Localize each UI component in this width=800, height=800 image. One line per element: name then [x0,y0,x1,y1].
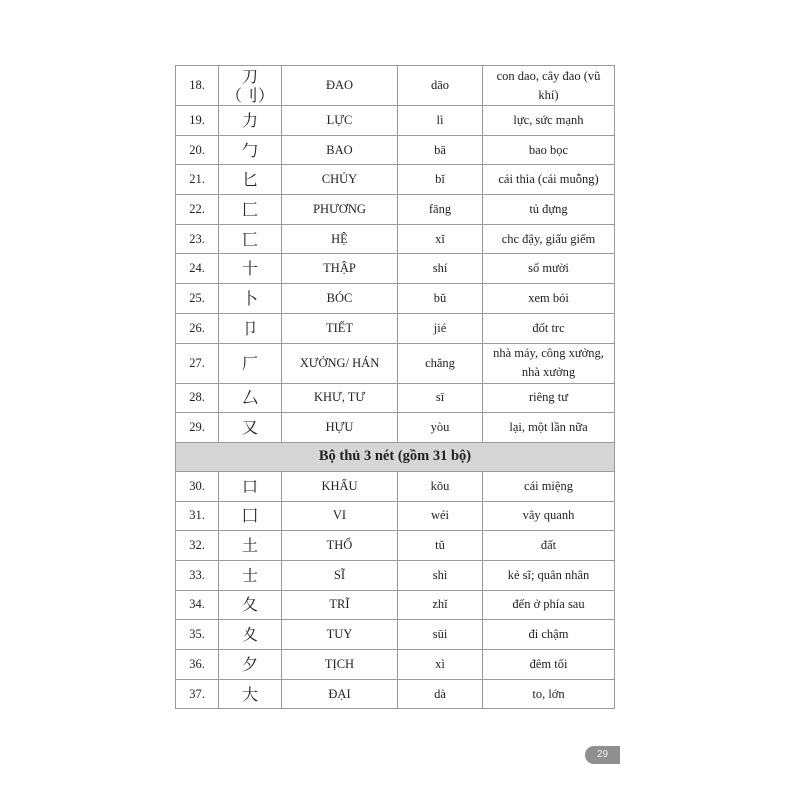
pinyin: zhǐ [398,590,483,620]
section-header [176,442,615,471]
row-number: 22. [176,195,219,225]
row-number: 25. [176,284,219,314]
meaning: cái miệng [483,471,615,501]
radical-table [175,65,615,709]
table-row [176,383,615,413]
row-number: 21. [176,165,219,195]
meaning: tủ đựng [483,195,615,225]
row-number: 29. [176,413,219,443]
meaning: đêm tối [483,650,615,680]
table-row [176,413,615,443]
table-row [176,620,615,650]
pinyin: lì [398,106,483,136]
meaning: đi chậm [483,620,615,650]
radical-name: BÓC [282,284,398,314]
pinyin: yòu [398,413,483,443]
radical-char: 刀（刂） [219,66,282,106]
meaning: đốt trc [483,313,615,343]
radical-char: 匚 [219,195,282,225]
row-number: 20. [176,135,219,165]
row-number: 19. [176,106,219,136]
table-row [176,679,615,709]
meaning: chc đậy, giấu giếm [483,224,615,254]
meaning: riêng tư [483,383,615,413]
row-number: 34. [176,590,219,620]
table-row [176,135,615,165]
radical-char: 匕 [219,165,282,195]
meaning: nhà máy, công xưởng, nhà xưởng [483,343,615,383]
pinyin: shí [398,254,483,284]
pinyin: fāng [398,195,483,225]
table-row [176,343,615,383]
table-row [176,106,615,136]
pinyin: bā [398,135,483,165]
radical-char: 囗 [219,501,282,531]
radical-char: 士 [219,560,282,590]
row-number: 26. [176,313,219,343]
radical-char: 匸 [219,224,282,254]
table-row [176,501,615,531]
radical-name: HỰU [282,413,398,443]
row-number: 31. [176,501,219,531]
row-number: 35. [176,620,219,650]
radical-name: KHẨU [282,471,398,501]
row-number: 18. [176,66,219,106]
row-number: 32. [176,531,219,561]
table-row [176,66,615,106]
radical-name: BAO [282,135,398,165]
radical-name: KHƯ, TƯ [282,383,398,413]
table-row [176,195,615,225]
table-row [176,531,615,561]
meaning: bao bọc [483,135,615,165]
table-row [176,284,615,314]
meaning: xem bói [483,284,615,314]
meaning: con dao, cây đao (vũ khí) [483,66,615,106]
radical-char: 大 [219,679,282,709]
radical-rows-two-strokes [176,66,615,443]
row-number: 23. [176,224,219,254]
pinyin: jié [398,313,483,343]
pinyin: kǒu [398,471,483,501]
radical-rows-three-strokes [176,471,615,709]
table-row [176,471,615,501]
radical-name: TRĨ [282,590,398,620]
table-row [176,254,615,284]
pinyin: bǐ [398,165,483,195]
pinyin: wéi [398,501,483,531]
pinyin: bǔ [398,284,483,314]
pinyin: dà [398,679,483,709]
radical-char: 又 [219,413,282,443]
radical-name: CHỦY [282,165,398,195]
radical-name: TIẾT [282,313,398,343]
row-number: 30. [176,471,219,501]
radical-char: 土 [219,531,282,561]
meaning: kẻ sĩ; quân nhân [483,560,615,590]
row-number: 33. [176,560,219,590]
pinyin: xǐ [398,224,483,254]
radical-char: 十 [219,254,282,284]
radical-char: 厂 [219,343,282,383]
table-row [176,650,615,680]
meaning: to, lớn [483,679,615,709]
row-number: 28. [176,383,219,413]
meaning: cái thìa (cái muỗng) [483,165,615,195]
radical-char: 卜 [219,284,282,314]
radical-name: LỰC [282,106,398,136]
radical-name: TỊCH [282,650,398,680]
page-number: 29 [585,746,620,764]
table-row [176,313,615,343]
meaning: lực, sức mạnh [483,106,615,136]
radical-name: PHƯƠNG [282,195,398,225]
radical-char: 厶 [219,383,282,413]
pinyin: shì [398,560,483,590]
pinyin: dāo [398,66,483,106]
radical-char: 夕 [219,650,282,680]
radical-char: 卩 [219,313,282,343]
pinyin: tǔ [398,531,483,561]
meaning: vây quanh [483,501,615,531]
pinyin: chăng [398,343,483,383]
radical-name: ĐAO [282,66,398,106]
radical-char: 力 [219,106,282,136]
radical-char: 夂 [219,590,282,620]
row-number: 37. [176,679,219,709]
pinyin: sī [398,383,483,413]
meaning: lại, một lần nữa [483,413,615,443]
radical-name: TUY [282,620,398,650]
table-row [176,224,615,254]
table-row [176,560,615,590]
meaning: đất [483,531,615,561]
pinyin: xì [398,650,483,680]
radical-name: THỔ [282,531,398,561]
meaning: số mười [483,254,615,284]
row-number: 24. [176,254,219,284]
table-row [176,590,615,620]
meaning: đến ở phía sau [483,590,615,620]
table-row [176,165,615,195]
radical-name: THẬP [282,254,398,284]
section-title: Bộ thủ 3 nét (gồm 31 bộ) [176,442,615,471]
row-number: 36. [176,650,219,680]
pinyin: sūi [398,620,483,650]
radical-name: XƯỞNG/ HÁN [282,343,398,383]
row-number: 27. [176,343,219,383]
radical-name: SĨ [282,560,398,590]
radical-char: 口 [219,471,282,501]
radical-char: 夊 [219,620,282,650]
radical-name: VI [282,501,398,531]
radical-name: HỆ [282,224,398,254]
radical-char: 勹 [219,135,282,165]
radical-name: ĐẠI [282,679,398,709]
